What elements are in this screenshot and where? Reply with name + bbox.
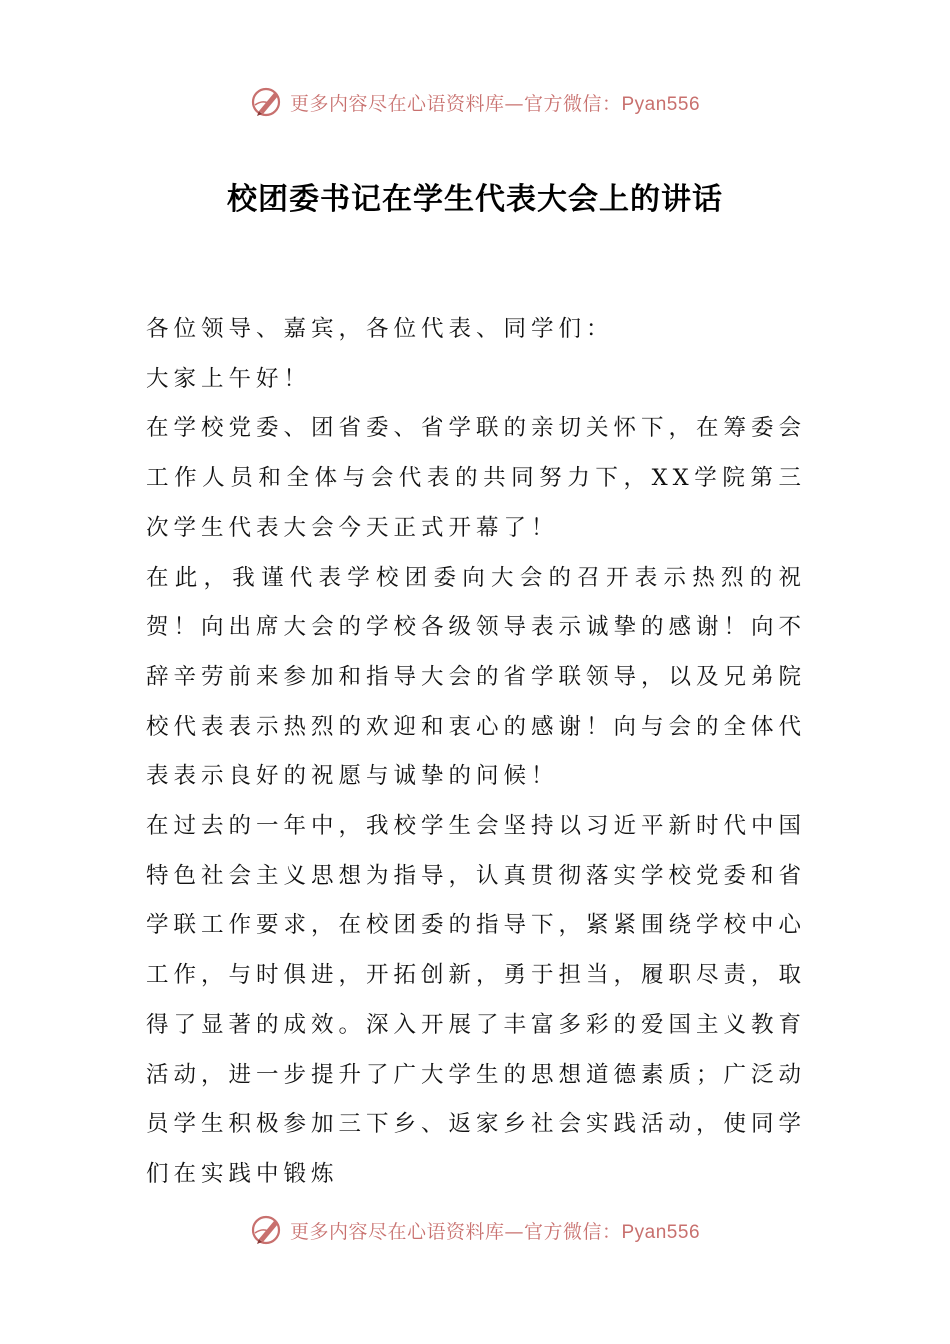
pen-logo-icon — [250, 85, 284, 119]
header-wechat-id: Pyan556 — [621, 93, 701, 115]
paragraph-review: 在过去的一年中，我校学生会坚持以习近平新时代中国特色社会主义思想为指导，认真贯彻落实学校党委和省学联工作要求，在校团委的指导下，紧紧围绕学校中心工作，与时俱进，开拓创新，勇于担当，履职尽责，取得了显著的成效。深入开展了丰富多彩的爱国主义教育活动，进一步提升了广大学生的思想道德素质；广泛动员学生积极参加三下乡、返家乡社会实践活动，使同学们在实践中锻炼 — [146, 813, 807, 1187]
header-banner-text: 更多内容尽在心语资料库—官方微信：Pyan556 — [289, 92, 701, 115]
salutation: 各位领导、嘉宾，各位代表、同学们： — [146, 316, 614, 342]
paragraph-thanks: 在此，我谨代表学校团委向大会的召开表示热烈的祝贺！向出席大会的学校各级领导表示诚挚的感谢！向不辞辛劳前来参加和指导大会的省学联领导，以及兄弟院校代表表示热烈的欢迎和衷心的感谢！向与会的全体代表表示良好的祝愿与诚挚的问候！ — [146, 564, 807, 790]
greeting: 大家上午好！ — [146, 365, 312, 392]
footer-banner — [0, 1208, 950, 1252]
pen-logo-icon — [250, 1213, 284, 1247]
speech-body — [146, 305, 806, 1200]
footer-wechat-id: Pyan556 — [621, 1221, 701, 1243]
footer-banner-text: 更多内容尽在心语资料库—官方微信：Pyan556 — [289, 1220, 701, 1243]
paragraph-opening: 在学校党委、团省委、省学联的亲切关怀下，在筹委会工作人员和全体与会代表的共同努力下，XX学院第三次学生代表大会今天正式开幕了！ — [146, 415, 807, 541]
page-title: 校团委书记在学生代表大会上的讲话 — [227, 182, 723, 217]
header-banner — [0, 80, 950, 124]
